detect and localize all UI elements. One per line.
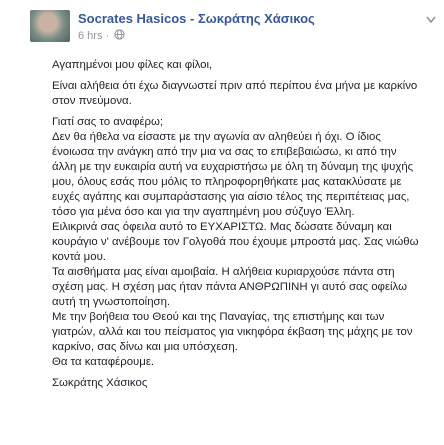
meta-separator: · — [105, 30, 110, 42]
post-paragraph: Ειλικρινά σας όφειλα αυτό το ΕΥΧΑΡΙΣΤΩ. Μας δώσατε δύναμη και κουράγιο ν' ανέβουμε τον Γολγοθά που έχουμε μπροστά μας. Σας νιώθω κοντά μου. — [52, 221, 419, 263]
globe-icon[interactable] — [114, 29, 125, 40]
post-paragraph: Γιατί σας το αναφέρω; — [52, 116, 164, 128]
post-body — [52, 58, 424, 397]
post-timestamp[interactable]: 6 hrs — [78, 30, 103, 42]
avatar[interactable] — [30, 10, 70, 42]
post-header — [30, 10, 440, 44]
post-paragraph: Με την βοήθεια του Θεού και της Παναγίας, της επιστήμης και των γιατρών, αλλά και του πείσματος για νικηφόρα έκβαση της μάχης με τον καρκίνο, σας δίνω και μια υπόσχεση. — [52, 311, 413, 353]
post-paragraph: Είναι αλήθεια ότι έχω διαγνωστεί πριν από περίπου ένα μήνα με καρκίνο στον πνεύμονα. — [52, 80, 418, 107]
post-paragraph: Τα αισθήματα μας είναι αμοιβαία. Η αλήθεια κυριαρχούσε πάντα στη σχέση μας. Η σχέση μας ήταν πάντα ΑΝΘΡΩΠΙΝΗ γι αυτό σας οφείλω αυτή τη γνωστοποίηση. — [52, 266, 407, 308]
post-signature: Σωκράτης Χάσικος — [52, 377, 148, 389]
chevron-down-icon[interactable] — [426, 16, 436, 24]
post-meta — [78, 29, 125, 42]
post-paragraph: Θα τα καταφέρουμε. — [52, 356, 155, 368]
post-paragraph: Δεν θα ήθελα να είσαστε με την αγωνία αν αληθεύει ή όχι. Ο ίδιος ένοιωσα την ανάγκη από την μια να σας το επιβεβαιώσω, κι από την άλλη με την ευκαιρία αυτή να ευχαριστήσω με όλη τη δύναμη της ψυχής μου, όλους εσάς που μόλις το πληροφορηθήκατε μας κατακλύσατε με ευχές αγάπης και συμπαράστασης για αίσιο τέλος της περιπέτειας μας, τόσο για μένα όσο και για την αγαπημένη μου σύζυγο Έλλη. — [52, 131, 414, 218]
post-paragraph: Αγαπημένοι μου φίλες και φίλοι, — [52, 59, 213, 71]
author-name[interactable]: Socrates Hasicos - Σωκράτης Χάσικος — [78, 11, 315, 26]
